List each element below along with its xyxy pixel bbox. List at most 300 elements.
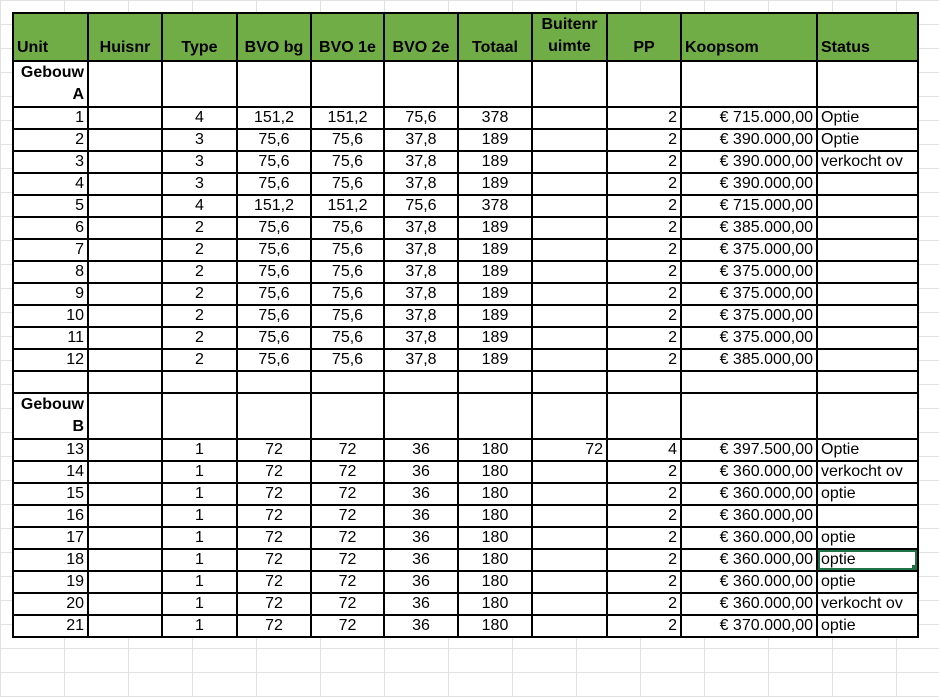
cell-empty[interactable] <box>817 393 918 439</box>
cell-empty[interactable] <box>607 393 681 439</box>
cell-huisnr[interactable] <box>88 151 162 173</box>
cell-type[interactable]: 2 <box>162 283 237 305</box>
cell-type[interactable]: 2 <box>162 239 237 261</box>
cell-bvo-1e[interactable]: 72 <box>311 571 384 593</box>
cell-empty[interactable] <box>681 393 817 439</box>
cell-totaal[interactable]: 189 <box>458 327 532 349</box>
cell-bvo-bg[interactable]: 75,6 <box>237 173 311 195</box>
cell-status[interactable]: optie <box>817 483 918 505</box>
cell-pp[interactable]: 2 <box>607 239 681 261</box>
cell-bvo-bg[interactable]: 75,6 <box>237 261 311 283</box>
cell-buitenruimte[interactable] <box>532 327 607 349</box>
cell-buitenruimte[interactable] <box>532 261 607 283</box>
cell-pp[interactable]: 2 <box>607 527 681 549</box>
cell-bvo-2e[interactable]: 36 <box>384 505 458 527</box>
table-row <box>13 483 918 505</box>
cell-pp[interactable]: 2 <box>607 173 681 195</box>
cell-totaal[interactable]: 378 <box>458 107 532 129</box>
spreadsheet-table <box>12 12 919 638</box>
cell-type[interactable]: 1 <box>162 615 237 637</box>
cell-bvo-bg[interactable]: 151,2 <box>237 107 311 129</box>
cell-totaal[interactable]: 180 <box>458 615 532 637</box>
cell-huisnr[interactable] <box>88 483 162 505</box>
cell-type[interactable]: 3 <box>162 151 237 173</box>
cell-unit[interactable]: 6 <box>13 217 88 239</box>
cell-buitenruimte[interactable] <box>532 571 607 593</box>
cell-buitenruimte[interactable] <box>532 129 607 151</box>
cell-buitenruimte[interactable] <box>532 615 607 637</box>
cell-totaal[interactable]: 180 <box>458 549 532 571</box>
cell-koopsom[interactable]: € 360.000,00 <box>681 549 817 571</box>
table-row <box>13 305 918 327</box>
cell-bvo-1e[interactable]: 75,6 <box>311 173 384 195</box>
cell-huisnr[interactable] <box>88 571 162 593</box>
cell-empty[interactable] <box>237 393 311 439</box>
cell-buitenruimte[interactable] <box>532 217 607 239</box>
table-body <box>13 61 918 637</box>
cell-unit[interactable]: 3 <box>13 151 88 173</box>
cell-totaal[interactable]: 180 <box>458 571 532 593</box>
cell-bvo-2e[interactable]: 37,8 <box>384 129 458 151</box>
cell-pp[interactable]: 2 <box>607 305 681 327</box>
cell-totaal[interactable]: 189 <box>458 349 532 371</box>
table-row <box>13 239 918 261</box>
cell-koopsom[interactable]: € 375.000,00 <box>681 305 817 327</box>
cell-status[interactable] <box>817 239 918 261</box>
cell-totaal[interactable]: 189 <box>458 173 532 195</box>
cell-huisnr[interactable] <box>88 439 162 461</box>
cell-status[interactable] <box>817 283 918 305</box>
cell-unit[interactable]: 4 <box>13 173 88 195</box>
cell-huisnr[interactable] <box>88 349 162 371</box>
table-row <box>13 349 918 371</box>
table-row <box>13 107 918 129</box>
header-bvo-1e[interactable]: BVO 1e <box>311 13 384 61</box>
cell-koopsom[interactable]: € 385.000,00 <box>681 217 817 239</box>
cell-bvo-1e[interactable]: 151,2 <box>311 107 384 129</box>
cell-pp[interactable]: 2 <box>607 349 681 371</box>
cell-type[interactable]: 2 <box>162 261 237 283</box>
cell-bvo-2e[interactable]: 36 <box>384 571 458 593</box>
blank-row <box>13 371 918 393</box>
header-pp[interactable]: PP <box>607 13 681 61</box>
cell-huisnr[interactable] <box>88 615 162 637</box>
cell-empty[interactable] <box>162 393 237 439</box>
cell-huisnr[interactable] <box>88 261 162 283</box>
cell-bvo-bg[interactable]: 75,6 <box>237 349 311 371</box>
cell-bvo-1e[interactable]: 72 <box>311 439 384 461</box>
cell-type[interactable]: 1 <box>162 505 237 527</box>
cell-empty[interactable] <box>458 393 532 439</box>
cell-unit[interactable]: 14 <box>13 461 88 483</box>
cell-totaal[interactable]: 189 <box>458 283 532 305</box>
cell-bvo-1e[interactable]: 75,6 <box>311 349 384 371</box>
header-type[interactable]: Type <box>162 13 237 61</box>
cell-pp[interactable]: 2 <box>607 283 681 305</box>
cell-empty[interactable] <box>311 393 384 439</box>
cell-bvo-1e[interactable]: 72 <box>311 615 384 637</box>
cell-bvo-2e[interactable]: 37,8 <box>384 239 458 261</box>
cell-type[interactable]: 2 <box>162 349 237 371</box>
cell-status[interactable] <box>817 173 918 195</box>
cell-type[interactable]: 2 <box>162 217 237 239</box>
cell-unit[interactable]: 12 <box>13 349 88 371</box>
cell-pp[interactable]: 2 <box>607 107 681 129</box>
cell-empty[interactable] <box>88 61 162 107</box>
cell-koopsom[interactable]: € 375.000,00 <box>681 239 817 261</box>
cell-bvo-2e[interactable]: 75,6 <box>384 195 458 217</box>
cell-empty[interactable] <box>311 371 384 393</box>
cell-type[interactable]: 1 <box>162 527 237 549</box>
cell-bvo-bg[interactable]: 75,6 <box>237 305 311 327</box>
cell-bvo-2e[interactable]: 36 <box>384 549 458 571</box>
cell-pp[interactable]: 2 <box>607 151 681 173</box>
cell-huisnr[interactable] <box>88 461 162 483</box>
cell-bvo-bg[interactable]: 72 <box>237 571 311 593</box>
cell-koopsom[interactable]: € 390.000,00 <box>681 151 817 173</box>
cell-status[interactable]: optie <box>817 571 918 593</box>
table-row <box>13 439 918 461</box>
cell-totaal[interactable]: 180 <box>458 527 532 549</box>
cell-pp[interactable]: 2 <box>607 505 681 527</box>
cell-empty[interactable] <box>384 393 458 439</box>
cell-buitenruimte[interactable] <box>532 107 607 129</box>
group-header-row <box>13 393 918 439</box>
cell-buitenruimte[interactable] <box>532 195 607 217</box>
cell-bvo-1e[interactable]: 72 <box>311 505 384 527</box>
cell-bvo-2e[interactable]: 37,8 <box>384 173 458 195</box>
cell-unit[interactable]: 5 <box>13 195 88 217</box>
cell-bvo-1e[interactable]: 72 <box>311 593 384 615</box>
cell-buitenruimte[interactable] <box>532 305 607 327</box>
cell-huisnr[interactable] <box>88 239 162 261</box>
table-row <box>13 549 918 571</box>
cell-koopsom[interactable]: € 390.000,00 <box>681 129 817 151</box>
cell-unit[interactable]: 15 <box>13 483 88 505</box>
cell-koopsom[interactable]: € 715.000,00 <box>681 107 817 129</box>
cell-empty[interactable] <box>681 61 817 107</box>
cell-empty[interactable] <box>532 371 607 393</box>
cell-bvo-1e[interactable]: 75,6 <box>311 239 384 261</box>
cell-empty[interactable] <box>817 371 918 393</box>
cell-totaal[interactable]: 189 <box>458 129 532 151</box>
cell-bvo-2e[interactable]: 36 <box>384 593 458 615</box>
cell-buitenruimte[interactable] <box>532 549 607 571</box>
cell-type[interactable]: 1 <box>162 461 237 483</box>
cell-bvo-bg[interactable]: 72 <box>237 439 311 461</box>
cell-status[interactable] <box>817 327 918 349</box>
cell-unit[interactable]: 1 <box>13 107 88 129</box>
cell-bvo-bg[interactable]: 72 <box>237 505 311 527</box>
cell-type[interactable]: 4 <box>162 195 237 217</box>
cell-koopsom[interactable]: € 360.000,00 <box>681 593 817 615</box>
cell-bvo-2e[interactable]: 37,8 <box>384 305 458 327</box>
cell-totaal[interactable]: 189 <box>458 261 532 283</box>
cell-status[interactable]: verkocht ov <box>817 461 918 483</box>
fill-handle[interactable] <box>912 565 917 570</box>
cell-koopsom[interactable]: € 397.500,00 <box>681 439 817 461</box>
table-row <box>13 261 918 283</box>
cell-pp[interactable]: 4 <box>607 439 681 461</box>
cell-bvo-1e[interactable]: 75,6 <box>311 305 384 327</box>
cell-koopsom[interactable]: € 375.000,00 <box>681 261 817 283</box>
cell-type[interactable]: 2 <box>162 327 237 349</box>
cell-empty[interactable] <box>88 371 162 393</box>
cell-bvo-2e[interactable]: 37,8 <box>384 327 458 349</box>
group-header-row <box>13 61 918 107</box>
cell-bvo-2e[interactable]: 37,8 <box>384 261 458 283</box>
cell-status[interactable] <box>817 349 918 371</box>
cell-unit[interactable]: 19 <box>13 571 88 593</box>
cell-empty[interactable] <box>384 61 458 107</box>
cell-unit[interactable]: 20 <box>13 593 88 615</box>
cell-status[interactable]: optie <box>817 527 918 549</box>
cell-bvo-2e[interactable]: 36 <box>384 615 458 637</box>
table-row <box>13 173 918 195</box>
cell-status[interactable] <box>817 505 918 527</box>
cell-huisnr[interactable] <box>88 173 162 195</box>
cell-status[interactable] <box>817 217 918 239</box>
table-row <box>13 129 918 151</box>
cell-bvo-2e[interactable]: 75,6 <box>384 107 458 129</box>
cell-bvo-2e[interactable]: 37,8 <box>384 217 458 239</box>
cell-totaal[interactable]: 189 <box>458 239 532 261</box>
cell-koopsom[interactable]: € 375.000,00 <box>681 327 817 349</box>
cell-bvo-1e[interactable]: 151,2 <box>311 195 384 217</box>
cell-unit[interactable]: 8 <box>13 261 88 283</box>
cell-buitenruimte[interactable]: 72 <box>532 439 607 461</box>
cell-buitenruimte[interactable] <box>532 461 607 483</box>
table-row <box>13 217 918 239</box>
cell-koopsom[interactable]: € 360.000,00 <box>681 483 817 505</box>
cell-buitenruimte[interactable] <box>532 505 607 527</box>
cell-totaal[interactable]: 180 <box>458 439 532 461</box>
cell-koopsom[interactable]: € 370.000,00 <box>681 615 817 637</box>
cell-totaal[interactable]: 189 <box>458 151 532 173</box>
cell-bvo-2e[interactable]: 37,8 <box>384 283 458 305</box>
cell-totaal[interactable]: 180 <box>458 483 532 505</box>
cell-empty[interactable] <box>162 61 237 107</box>
cell-empty[interactable] <box>607 371 681 393</box>
table-row <box>13 461 918 483</box>
cell-bvo-bg[interactable]: 75,6 <box>237 283 311 305</box>
cell-type[interactable]: 1 <box>162 593 237 615</box>
cell-empty[interactable] <box>384 371 458 393</box>
group-name[interactable]: Gebouw B <box>13 393 88 439</box>
cell-buitenruimte[interactable] <box>532 527 607 549</box>
header-unit[interactable]: Unit <box>13 13 88 61</box>
cell-bvo-2e[interactable]: 37,8 <box>384 151 458 173</box>
cell-unit[interactable]: 16 <box>13 505 88 527</box>
cell-buitenruimte[interactable] <box>532 593 607 615</box>
header-bvo-2e[interactable]: BVO 2e <box>384 13 458 61</box>
cell-koopsom[interactable]: € 715.000,00 <box>681 195 817 217</box>
cell-pp[interactable]: 2 <box>607 327 681 349</box>
cell-pp[interactable]: 2 <box>607 549 681 571</box>
cell-huisnr[interactable] <box>88 195 162 217</box>
table-row <box>13 151 918 173</box>
cell-pp[interactable]: 2 <box>607 195 681 217</box>
cell-status[interactable]: Optie <box>817 107 918 129</box>
cell-bvo-1e[interactable]: 72 <box>311 461 384 483</box>
cell-bvo-1e[interactable]: 75,6 <box>311 217 384 239</box>
cell-bvo-bg[interactable]: 75,6 <box>237 129 311 151</box>
cell-pp[interactable]: 2 <box>607 615 681 637</box>
cell-bvo-bg[interactable]: 75,6 <box>237 327 311 349</box>
cell-pp[interactable]: 2 <box>607 461 681 483</box>
cell-empty[interactable] <box>681 371 817 393</box>
cell-buitenruimte[interactable] <box>532 173 607 195</box>
header-status[interactable]: Status <box>817 13 918 61</box>
cell-unit[interactable]: 7 <box>13 239 88 261</box>
cell-koopsom[interactable]: € 375.000,00 <box>681 283 817 305</box>
cell-type[interactable]: 2 <box>162 305 237 327</box>
cell-type[interactable]: 1 <box>162 549 237 571</box>
header-huisnr[interactable]: Huisnr <box>88 13 162 61</box>
cell-unit[interactable]: 2 <box>13 129 88 151</box>
cell-huisnr[interactable] <box>88 527 162 549</box>
cell-bvo-2e[interactable]: 36 <box>384 461 458 483</box>
table-row <box>13 527 918 549</box>
cell-unit[interactable]: 13 <box>13 439 88 461</box>
cell-totaal[interactable]: 189 <box>458 305 532 327</box>
cell-empty[interactable] <box>817 61 918 107</box>
cell-status-selected[interactable]: optie <box>817 549 918 571</box>
cell-type[interactable]: 1 <box>162 439 237 461</box>
cell-unit[interactable]: 21 <box>13 615 88 637</box>
cell-huisnr[interactable] <box>88 217 162 239</box>
group-name[interactable]: Gebouw A <box>13 61 88 107</box>
cell-koopsom[interactable]: € 360.000,00 <box>681 571 817 593</box>
cell-totaal[interactable]: 180 <box>458 505 532 527</box>
cell-totaal[interactable]: 189 <box>458 217 532 239</box>
cell-bvo-1e[interactable]: 72 <box>311 549 384 571</box>
cell-bvo-bg[interactable]: 151,2 <box>237 195 311 217</box>
cell-type[interactable]: 3 <box>162 173 237 195</box>
cell-buitenruimte[interactable] <box>532 151 607 173</box>
cell-bvo-bg[interactable]: 72 <box>237 461 311 483</box>
cell-huisnr[interactable] <box>88 305 162 327</box>
cell-bvo-1e[interactable]: 72 <box>311 527 384 549</box>
cell-buitenruimte[interactable] <box>532 483 607 505</box>
cell-bvo-bg[interactable]: 72 <box>237 615 311 637</box>
table-row <box>13 505 918 527</box>
cell-empty[interactable] <box>311 61 384 107</box>
cell-bvo-2e[interactable]: 36 <box>384 527 458 549</box>
cell-type[interactable]: 1 <box>162 483 237 505</box>
cell-bvo-bg[interactable]: 72 <box>237 527 311 549</box>
cell-unit[interactable]: 17 <box>13 527 88 549</box>
cell-unit[interactable]: 18 <box>13 549 88 571</box>
cell-bvo-bg[interactable]: 72 <box>237 549 311 571</box>
cell-huisnr[interactable] <box>88 107 162 129</box>
cell-pp[interactable]: 2 <box>607 261 681 283</box>
cell-bvo-bg[interactable]: 75,6 <box>237 217 311 239</box>
cell-bvo-1e[interactable]: 75,6 <box>311 327 384 349</box>
cell-empty[interactable] <box>237 371 311 393</box>
cell-koopsom[interactable]: € 360.000,00 <box>681 461 817 483</box>
table-row <box>13 593 918 615</box>
cell-pp[interactable]: 2 <box>607 129 681 151</box>
cell-bvo-1e[interactable]: 75,6 <box>311 261 384 283</box>
cell-koopsom[interactable]: € 360.000,00 <box>681 527 817 549</box>
cell-huisnr[interactable] <box>88 283 162 305</box>
cell-huisnr[interactable] <box>88 549 162 571</box>
header-koopsom[interactable]: Koopsom <box>681 13 817 61</box>
cell-status[interactable]: Optie <box>817 439 918 461</box>
cell-status[interactable]: optie <box>817 615 918 637</box>
cell-empty[interactable] <box>162 371 237 393</box>
cell-type[interactable]: 4 <box>162 107 237 129</box>
cell-status[interactable]: verkocht ov <box>817 593 918 615</box>
cell-koopsom[interactable]: € 390.000,00 <box>681 173 817 195</box>
cell-unit[interactable]: 9 <box>13 283 88 305</box>
table-row <box>13 571 918 593</box>
cell-type[interactable]: 1 <box>162 571 237 593</box>
cell-huisnr[interactable] <box>88 505 162 527</box>
cell-bvo-bg[interactable]: 75,6 <box>237 239 311 261</box>
cell-status[interactable]: Optie <box>817 129 918 151</box>
cell-status[interactable] <box>817 195 918 217</box>
header-buitenruimte[interactable]: Buitenr uimte <box>532 13 607 61</box>
cell-koopsom[interactable]: € 360.000,00 <box>681 505 817 527</box>
cell-pp[interactable]: 2 <box>607 217 681 239</box>
cell-bvo-1e[interactable]: 75,6 <box>311 129 384 151</box>
header-bvo-bg[interactable]: BVO bg <box>237 13 311 61</box>
cell-totaal[interactable]: 180 <box>458 461 532 483</box>
cell-bvo-2e[interactable]: 37,8 <box>384 349 458 371</box>
cell-buitenruimte[interactable] <box>532 239 607 261</box>
cell-empty[interactable] <box>532 393 607 439</box>
cell-totaal[interactable]: 180 <box>458 593 532 615</box>
cell-koopsom[interactable]: € 385.000,00 <box>681 349 817 371</box>
cell-bvo-2e[interactable]: 36 <box>384 439 458 461</box>
cell-pp[interactable]: 2 <box>607 483 681 505</box>
cell-empty[interactable] <box>532 61 607 107</box>
cell-bvo-1e[interactable]: 75,6 <box>311 151 384 173</box>
cell-empty[interactable] <box>458 371 532 393</box>
cell-empty[interactable] <box>13 371 88 393</box>
cell-bvo-bg[interactable]: 72 <box>237 483 311 505</box>
cell-status[interactable] <box>817 261 918 283</box>
cell-bvo-1e[interactable]: 75,6 <box>311 283 384 305</box>
cell-pp[interactable]: 2 <box>607 571 681 593</box>
cell-huisnr[interactable] <box>88 129 162 151</box>
cell-bvo-1e[interactable]: 72 <box>311 483 384 505</box>
cell-empty[interactable] <box>237 61 311 107</box>
cell-pp[interactable]: 2 <box>607 593 681 615</box>
cell-bvo-bg[interactable]: 72 <box>237 593 311 615</box>
header-totaal[interactable]: Totaal <box>458 13 532 61</box>
cell-empty[interactable] <box>458 61 532 107</box>
cell-bvo-bg[interactable]: 75,6 <box>237 151 311 173</box>
cell-bvo-2e[interactable]: 36 <box>384 483 458 505</box>
cell-status[interactable]: verkocht ov <box>817 151 918 173</box>
cell-huisnr[interactable] <box>88 327 162 349</box>
cell-totaal[interactable]: 378 <box>458 195 532 217</box>
cell-type[interactable]: 3 <box>162 129 237 151</box>
cell-huisnr[interactable] <box>88 593 162 615</box>
cell-unit[interactable]: 11 <box>13 327 88 349</box>
cell-unit[interactable]: 10 <box>13 305 88 327</box>
cell-empty[interactable] <box>607 61 681 107</box>
cell-status[interactable] <box>817 305 918 327</box>
table-row <box>13 283 918 305</box>
cell-buitenruimte[interactable] <box>532 349 607 371</box>
cell-buitenruimte[interactable] <box>532 283 607 305</box>
table-row <box>13 327 918 349</box>
cell-empty[interactable] <box>88 393 162 439</box>
